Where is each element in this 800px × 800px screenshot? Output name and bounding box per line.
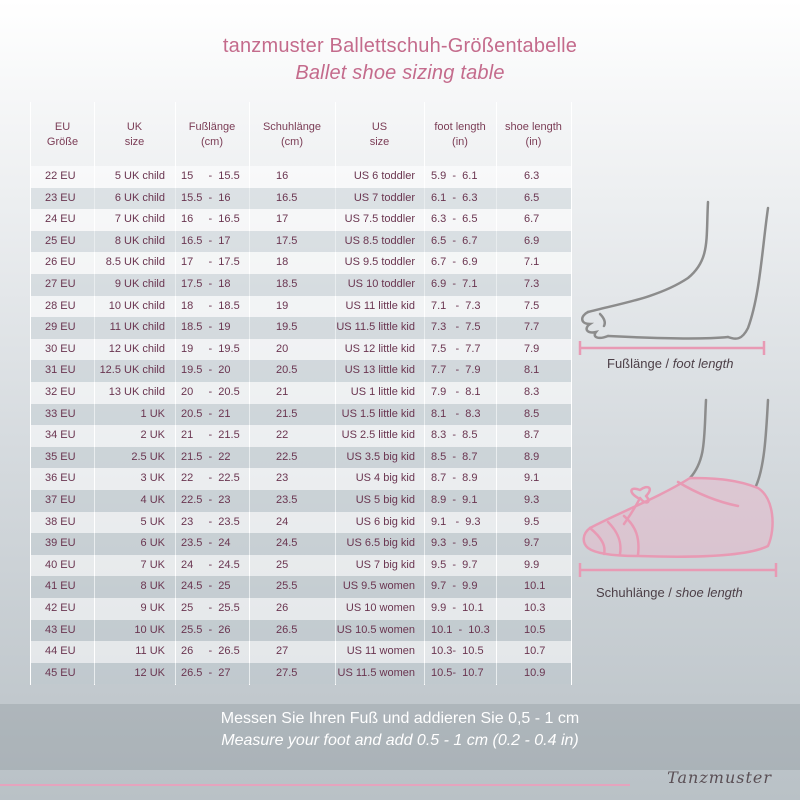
cell-us: US 4 big kid xyxy=(355,472,415,485)
cell-sin: 10.3 xyxy=(524,602,546,614)
header-us xyxy=(335,120,424,150)
shoe-caption-de: Schuhlänge / xyxy=(596,585,672,600)
cell-fin: 9.3 - 9.5 xyxy=(431,537,478,550)
cell-fin: 8.7 - 8.9 xyxy=(431,472,478,485)
header-foot-in-line1: foot length xyxy=(434,121,486,133)
cell-fin: 8.5 - 8.7 xyxy=(431,450,478,463)
cell-sl: 27 xyxy=(276,645,289,658)
cell-sin: 9.5 xyxy=(524,515,540,528)
cell-us: US 2.5 little kid xyxy=(341,429,415,442)
cell-fl: 20.5 - 21 xyxy=(181,407,231,420)
table-row xyxy=(31,555,571,577)
foot-caption xyxy=(607,356,734,371)
cell-fl: 19 - 19.5 xyxy=(181,342,240,355)
cell-us: US 6.5 big kid xyxy=(346,537,415,550)
table-row xyxy=(31,252,571,274)
cell-us: US 3.5 big kid xyxy=(346,450,415,463)
cell-uk: 7 UK child xyxy=(114,213,165,226)
cell-fl: 23.5 - 24 xyxy=(181,537,231,550)
cell-eu: 22 EU xyxy=(45,170,76,182)
cell-fl: 22 - 22.5 xyxy=(181,472,240,485)
cell-sl: 20.5 xyxy=(276,364,298,377)
cell-us: US 7 big kid xyxy=(355,558,415,571)
cell-sin: 9.1 xyxy=(524,472,540,485)
cell-sin: 7.9 xyxy=(524,342,540,355)
foot-illustration xyxy=(578,200,778,380)
header-eu-line1: EU xyxy=(54,121,71,133)
header-shoe-cm xyxy=(249,120,335,150)
cell-us: US 1 little kid xyxy=(350,386,415,398)
cell-us: US 13 little kid xyxy=(344,364,415,377)
cell-fin: 6.7 - 6.9 xyxy=(431,256,478,269)
table-row xyxy=(31,447,571,469)
cell-eu: 25 EU xyxy=(45,234,76,247)
cell-fin: 9.1 - 9.3 xyxy=(431,515,481,528)
cell-sl: 23 xyxy=(276,472,289,485)
cell-fin: 8.9 - 9.1 xyxy=(431,494,478,506)
cell-fl: 15 - 15.5 xyxy=(181,170,240,182)
foot-outline-sole xyxy=(608,336,728,339)
cell-uk: 10 UK child xyxy=(108,299,165,312)
foot-caption-en: foot length xyxy=(672,356,734,371)
cell-fl: 18 - 18.5 xyxy=(181,299,240,312)
footer-instruction-en: Measure your foot and add 0.5 - 1 cm (0.2 - 0.4 in) xyxy=(221,732,579,749)
table-row xyxy=(31,533,571,555)
cell-uk: 12 UK xyxy=(134,666,165,679)
header-eu xyxy=(31,120,94,150)
cell-fl: 17.5 - 18 xyxy=(181,278,231,290)
title-german: tanzmuster Ballettschuh-Größentabelle xyxy=(222,35,578,57)
foot-toes xyxy=(582,312,608,338)
cell-fl: 18.5 - 19 xyxy=(181,321,231,334)
table-row xyxy=(31,576,571,598)
cell-eu: 23 EU xyxy=(45,191,76,204)
size-table xyxy=(30,102,572,685)
brand-logo: Tanzmuster xyxy=(667,768,772,787)
cell-fl: 21.5 - 22 xyxy=(181,450,231,463)
cell-sin: 7.1 xyxy=(524,256,540,269)
cell-fl: 26.5 - 27 xyxy=(181,666,231,679)
cell-eu: 38 EU xyxy=(45,515,76,528)
cell-fl: 19.5 - 20 xyxy=(181,364,231,377)
cell-uk: 1 UK xyxy=(140,407,165,420)
header-uk xyxy=(94,120,175,150)
cell-uk: 5 UK xyxy=(140,515,165,528)
cell-uk: 8 UK xyxy=(140,580,165,593)
header-us-line2: size xyxy=(369,136,390,148)
table-row xyxy=(31,296,571,318)
title-english: Ballet shoe sizing table xyxy=(295,62,505,84)
table-row xyxy=(31,339,571,361)
cell-sl: 25 xyxy=(276,558,289,571)
foot-caption-de: Fußlänge / xyxy=(607,356,670,371)
shoe-caption xyxy=(596,585,743,600)
cell-sl: 18 xyxy=(276,256,289,269)
table-row xyxy=(31,317,571,339)
cell-fin: 8.1 - 8.3 xyxy=(431,407,481,420)
cell-sin: 8.9 xyxy=(524,450,540,463)
cell-eu: 36 EU xyxy=(45,472,76,485)
cell-us: US 11.5 women xyxy=(337,666,415,679)
cell-sin: 9.9 xyxy=(524,558,540,571)
cell-sl: 26.5 xyxy=(276,623,298,636)
cell-us: US 8.5 toddler xyxy=(344,234,415,247)
footer-divider xyxy=(0,784,630,786)
cell-fin: 9.9 - 10.1 xyxy=(431,602,484,614)
cell-sl: 18.5 xyxy=(276,278,298,290)
cell-fin: 9.5 - 9.7 xyxy=(431,558,478,571)
cell-uk: 10 UK xyxy=(134,623,165,636)
cell-sl: 17.5 xyxy=(276,234,298,247)
cell-fin: 7.9 - 8.1 xyxy=(431,386,481,398)
cell-fl: 16.5 - 17 xyxy=(181,234,231,247)
cell-fl: 20 - 20.5 xyxy=(181,386,240,398)
cell-fl: 25.5 - 26 xyxy=(181,623,231,636)
cell-fin: 6.1 - 6.3 xyxy=(431,191,478,204)
cell-sl: 17 xyxy=(276,213,289,226)
cell-sl: 27.5 xyxy=(276,666,298,679)
table-row xyxy=(31,360,571,382)
cell-fl: 25 - 25.5 xyxy=(181,602,240,614)
cell-sin: 6.3 xyxy=(524,170,540,182)
cell-us: US 9.5 women xyxy=(342,580,415,593)
header-foot-cm xyxy=(175,120,249,150)
cell-us: US 10 toddler xyxy=(347,278,415,290)
shoe-leg-back xyxy=(756,400,768,486)
header-foot-cm-line1: Fußlänge xyxy=(188,121,236,133)
foot-outline-top xyxy=(588,202,708,312)
cell-uk: 6 UK child xyxy=(114,191,165,204)
table-row xyxy=(31,641,571,663)
cell-sl: 23.5 xyxy=(276,494,298,506)
cell-sl: 24 xyxy=(276,515,289,528)
header-shoe-in xyxy=(496,120,571,150)
cell-eu: 24 EU xyxy=(45,213,76,226)
cell-fin: 8.3 - 8.5 xyxy=(431,429,478,442)
cell-uk: 6 UK xyxy=(140,537,165,550)
footer-instruction-de: Messen Sie Ihren Fuß und addieren Sie 0,5 - 1 cm xyxy=(220,710,580,727)
cell-us: US 10.5 women xyxy=(336,623,415,636)
cell-sin: 6.5 xyxy=(524,191,540,204)
cell-fl: 23 - 23.5 xyxy=(181,515,240,528)
cell-fl: 15.5 - 16 xyxy=(181,191,231,204)
cell-eu: 29 EU xyxy=(45,321,76,334)
header-shoe-in-line1: shoe length xyxy=(505,121,562,133)
cell-us: US 5 big kid xyxy=(355,494,415,506)
cell-sin: 8.5 xyxy=(524,407,540,420)
table-row xyxy=(31,188,571,210)
cell-us: US 9.5 toddler xyxy=(344,256,415,269)
shoe-caption-en: shoe length xyxy=(675,585,743,600)
cell-sl: 24.5 xyxy=(276,537,298,550)
cell-eu: 31 EU xyxy=(45,364,76,377)
cell-uk: 8 UK child xyxy=(114,234,165,247)
table-row xyxy=(31,166,571,188)
cell-eu: 27 EU xyxy=(45,278,76,290)
cell-uk: 9 UK xyxy=(140,602,165,614)
cell-sin: 8.1 xyxy=(524,364,540,377)
cell-fl: 22.5 - 23 xyxy=(181,494,231,506)
cell-sl: 20 xyxy=(276,342,289,355)
cell-fin: 6.9 - 7.1 xyxy=(431,278,478,290)
cell-sin: 7.7 xyxy=(524,321,540,334)
cell-eu: 44 EU xyxy=(45,645,76,658)
table-row xyxy=(31,425,571,447)
cell-us: US 7.5 toddler xyxy=(344,213,415,226)
cell-sin: 8.3 xyxy=(524,386,540,398)
cell-fin: 7.3 - 7.5 xyxy=(431,321,481,334)
cell-us: US 6 toddler xyxy=(353,170,415,182)
cell-eu: 33 EU xyxy=(45,407,76,420)
cell-fl: 16 - 16.5 xyxy=(181,213,240,226)
foot-outline-back xyxy=(728,208,768,339)
header-us-line1: US xyxy=(371,121,388,133)
cell-sl: 19 xyxy=(276,299,289,312)
header-uk-line1: UK xyxy=(126,121,143,133)
cell-fin: 10.1 - 10.3 xyxy=(431,623,490,636)
cell-eu: 32 EU xyxy=(45,386,76,398)
cell-fl: 24 - 24.5 xyxy=(181,558,240,571)
cell-eu: 35 EU xyxy=(45,450,76,463)
cell-sl: 22.5 xyxy=(276,450,298,463)
cell-eu: 28 EU xyxy=(45,299,76,312)
cell-fin: 6.3 - 6.5 xyxy=(431,213,478,226)
cell-uk: 8.5 UK child xyxy=(105,256,165,269)
cell-uk: 2.5 UK xyxy=(131,450,165,463)
cell-sin: 6.7 xyxy=(524,213,540,226)
cell-uk: 11 UK xyxy=(135,645,165,658)
header-shoe-cm-line1: Schuhlänge xyxy=(262,121,322,133)
cell-us: US 6 big kid xyxy=(355,515,415,528)
shoe-outline xyxy=(584,478,773,557)
cell-us: US 11 little kid xyxy=(345,299,415,312)
cell-sl: 25.5 xyxy=(276,580,298,593)
cell-sl: 16.5 xyxy=(276,191,298,204)
cell-us: US 1.5 little kid xyxy=(341,407,415,420)
cell-fl: 21 - 21.5 xyxy=(181,429,240,442)
cell-sl: 19.5 xyxy=(276,321,298,334)
cell-sin: 7.5 xyxy=(524,299,540,312)
table-row xyxy=(31,468,571,490)
cell-fin: 6.5 - 6.7 xyxy=(431,234,478,247)
cell-sin: 10.7 xyxy=(524,645,546,658)
cell-fin: 7.7 - 7.9 xyxy=(431,364,481,377)
cell-sin: 9.7 xyxy=(524,537,540,550)
header-uk-line2: size xyxy=(124,136,145,148)
cell-sl: 21.5 xyxy=(276,407,298,420)
cell-uk: 13 UK child xyxy=(108,386,165,398)
header-foot-cm-line2: (cm) xyxy=(201,136,223,148)
cell-sin: 10.1 xyxy=(524,580,546,593)
table-row xyxy=(31,231,571,253)
cell-eu: 42 EU xyxy=(45,602,76,614)
cell-uk: 3 UK xyxy=(140,472,165,485)
cell-fl: 24.5 - 25 xyxy=(181,580,231,593)
cell-fin: 10.5- 10.7 xyxy=(431,666,484,679)
cell-us: US 11.5 little kid xyxy=(336,321,415,334)
table-row xyxy=(31,598,571,620)
cell-uk: 9 UK child xyxy=(114,278,165,290)
table-row xyxy=(31,663,571,685)
cell-sin: 9.3 xyxy=(524,494,540,506)
header-shoe-in-line2: (in) xyxy=(525,136,542,148)
cell-eu: 26 EU xyxy=(45,256,76,269)
cell-uk: 11 UK child xyxy=(109,321,165,334)
cell-eu: 45 EU xyxy=(45,666,76,679)
header-foot-in-line2: (in) xyxy=(452,136,468,148)
cell-fin: 7.1 - 7.3 xyxy=(431,299,481,312)
table-row xyxy=(31,620,571,642)
cell-fin: 10.3- 10.5 xyxy=(431,645,484,658)
cell-uk: 7 UK xyxy=(140,558,165,571)
cell-uk: 12.5 UK child xyxy=(99,364,165,377)
cell-eu: 41 EU xyxy=(45,580,76,593)
header-eu-line2: Größe xyxy=(46,136,79,148)
cell-sin: 6.9 xyxy=(524,234,540,247)
cell-eu: 40 EU xyxy=(45,558,76,571)
cell-uk: 2 UK xyxy=(140,429,165,442)
table-row xyxy=(31,512,571,534)
header-shoe-cm-line2: (cm) xyxy=(281,136,303,148)
cell-sin: 7.3 xyxy=(524,278,540,290)
cell-fin: 9.7 - 9.9 xyxy=(431,580,478,593)
cell-us: US 7 toddler xyxy=(353,191,415,204)
cell-sl: 16 xyxy=(276,170,289,182)
cell-sin: 8.7 xyxy=(524,429,540,442)
table-row xyxy=(31,490,571,512)
cell-us: US 10 women xyxy=(345,602,415,614)
table-row xyxy=(31,404,571,426)
header-foot-in xyxy=(424,120,496,150)
cell-us: US 11 women xyxy=(346,645,415,658)
cell-sl: 21 xyxy=(276,386,289,398)
table-row xyxy=(31,209,571,231)
cell-eu: 34 EU xyxy=(45,429,76,442)
cell-eu: 37 EU xyxy=(45,494,76,506)
cell-fin: 5.9 - 6.1 xyxy=(431,170,478,182)
cell-fl: 26 - 26.5 xyxy=(181,645,240,658)
table-header xyxy=(31,102,571,166)
table-row xyxy=(31,382,571,404)
cell-eu: 43 EU xyxy=(45,623,76,636)
cell-uk: 12 UK child xyxy=(108,342,165,355)
shoe-illustration xyxy=(578,398,783,583)
cell-sin: 10.5 xyxy=(524,623,546,636)
cell-eu: 30 EU xyxy=(45,342,76,355)
cell-fin: 7.5 - 7.7 xyxy=(431,342,481,355)
cell-sl: 22 xyxy=(276,429,289,442)
shoe-leg-front xyxy=(690,400,706,478)
cell-fl: 17 - 17.5 xyxy=(181,256,240,269)
cell-uk: 4 UK xyxy=(140,494,165,506)
cell-eu: 39 EU xyxy=(45,537,76,550)
cell-uk: 5 UK child xyxy=(114,170,165,182)
table-row xyxy=(31,274,571,296)
cell-sl: 26 xyxy=(276,602,289,614)
cell-us: US 12 little kid xyxy=(344,342,415,355)
cell-sin: 10.9 xyxy=(524,666,546,679)
